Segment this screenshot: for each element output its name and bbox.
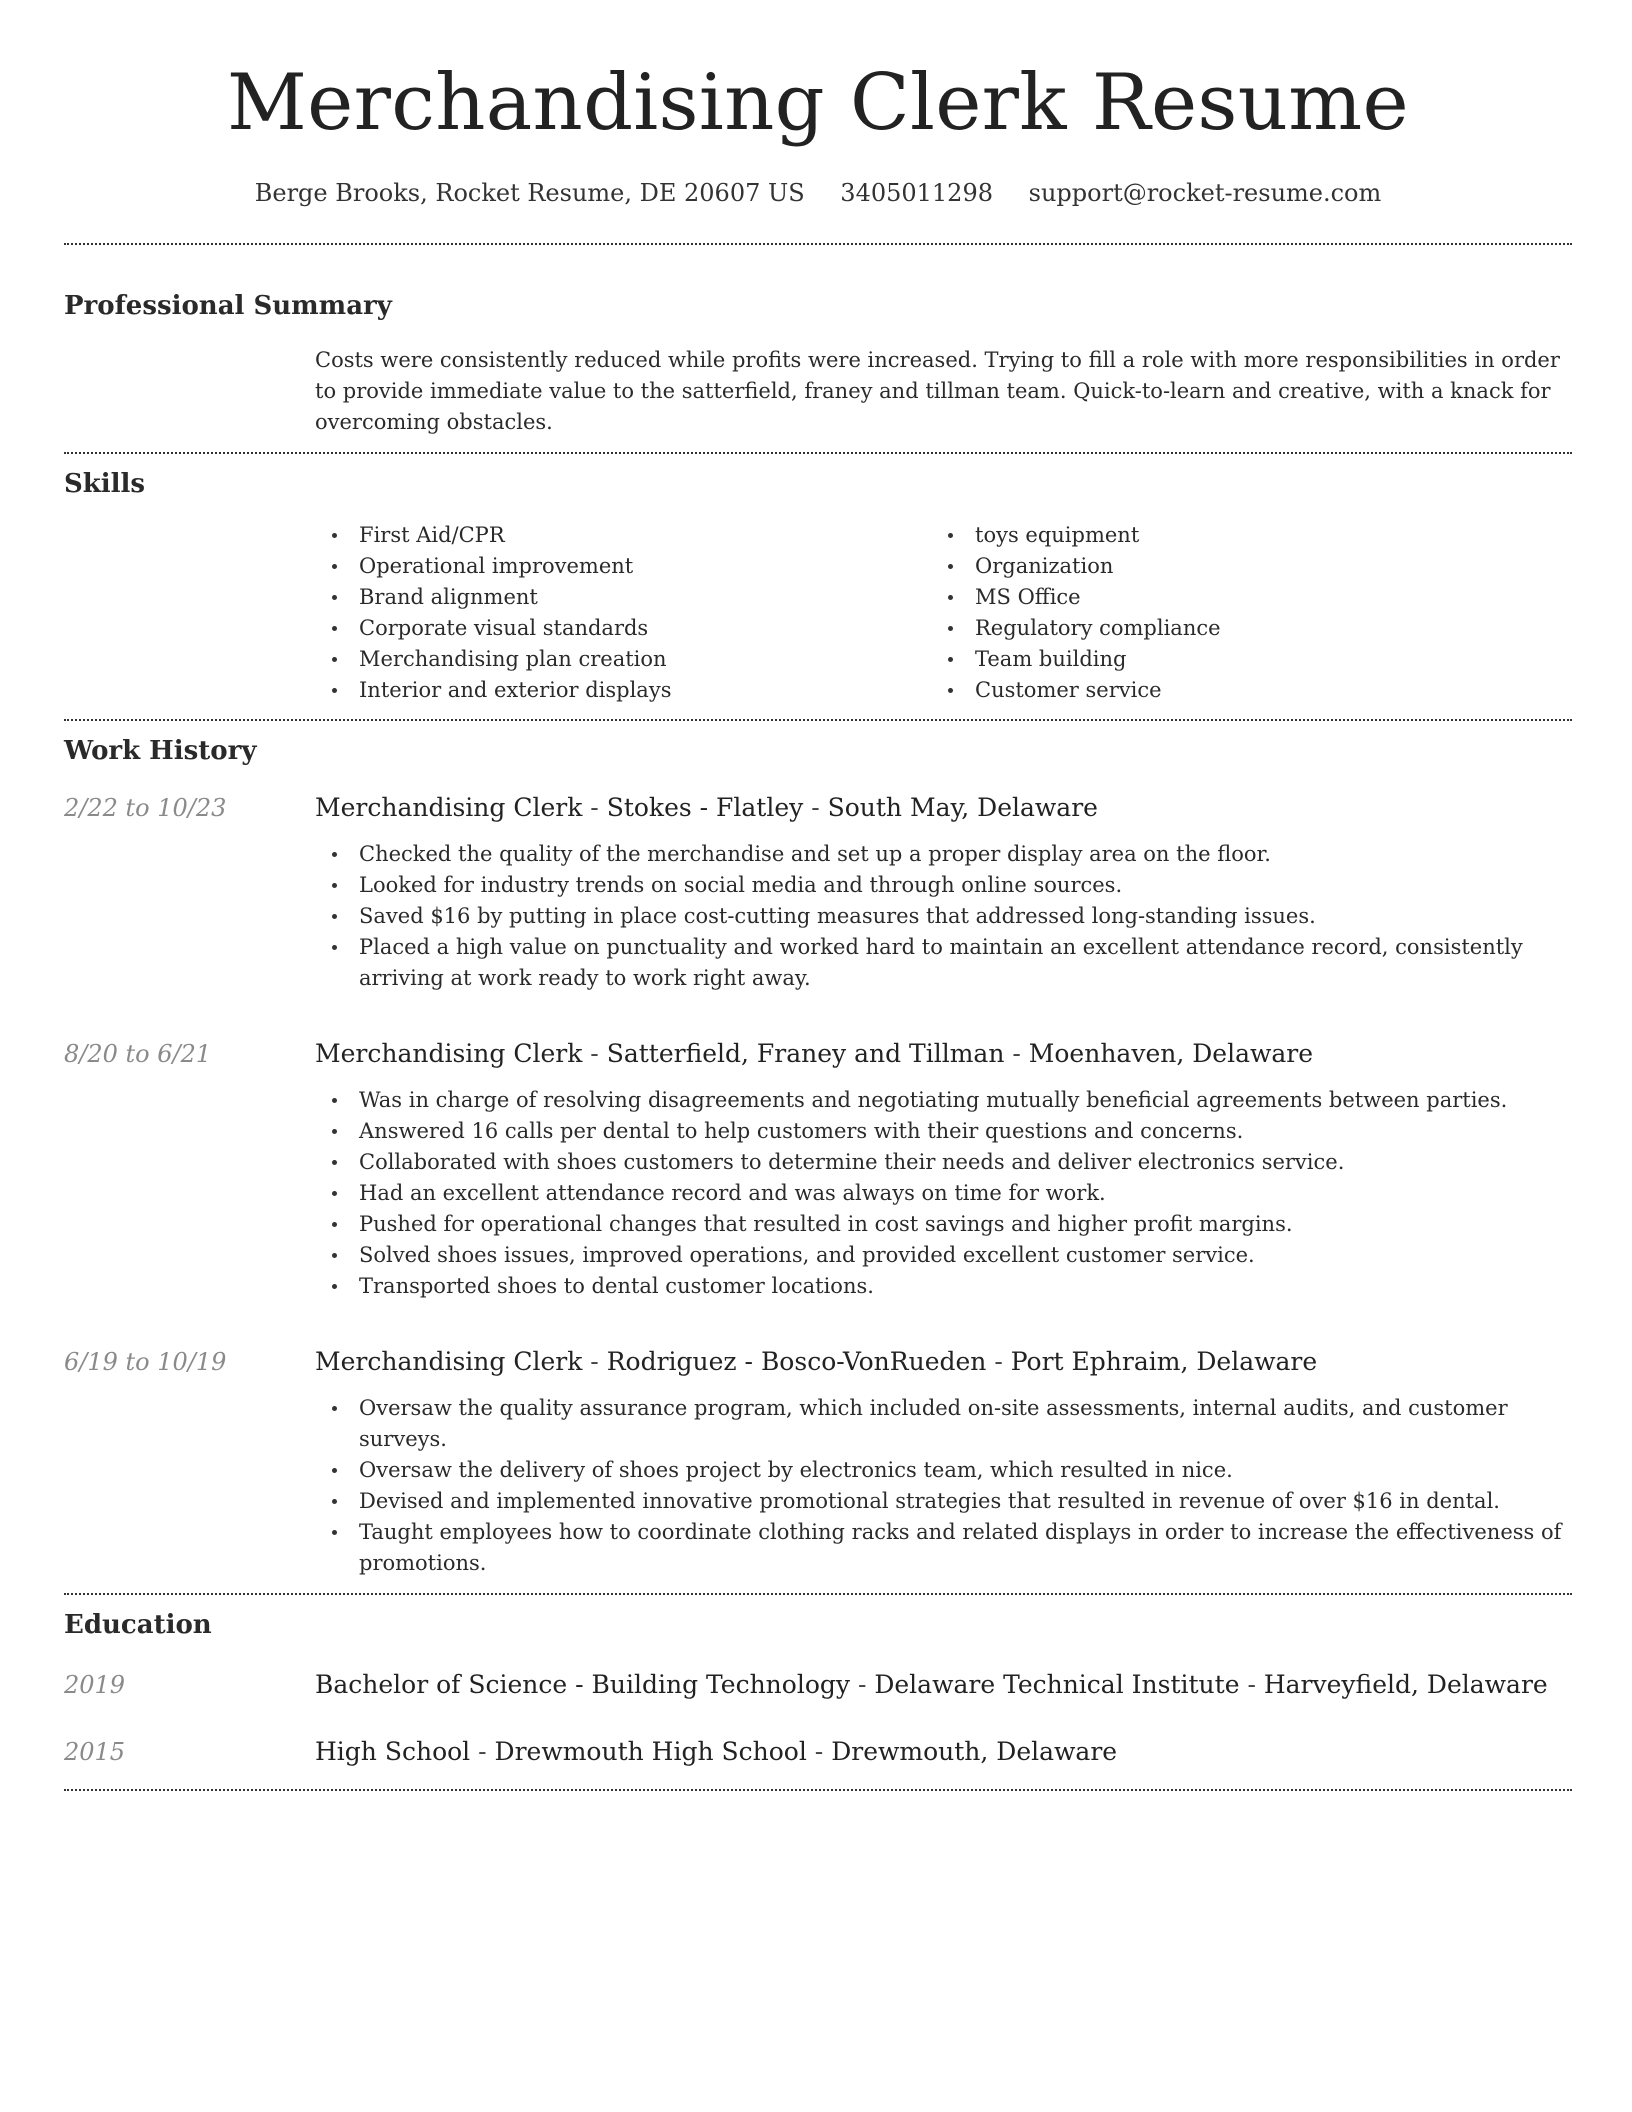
section-heading-skills: Skills [64,469,146,499]
skills-list [315,520,1572,706]
job-bullet: Had an excellent attendance record and was always on time for work. [315,1178,1572,1209]
job-bullet: Answered 16 calls per dental to help customers with their questions and concerns. [315,1116,1572,1147]
job-company: Satterfield, Franey and Tillman [606,1039,1005,1068]
job-bullets [315,839,1572,994]
job-bullet: Taught employees how to coordinate clothing racks and related displays in order to increase the effectiveness of promotions. [315,1517,1572,1579]
job-bullet: Oversaw the delivery of shoes project by electronics team, which resulted in nice. [315,1455,1572,1486]
separator: - [986,1347,1011,1376]
divider [64,243,1572,245]
education-entry [64,1735,1572,1769]
job-dates: 6/19 to 10/19 [64,1348,227,1376]
skill-item: Merchandising plan creation [315,644,931,675]
job-bullet: Saved $16 by putting in place cost-cutting measures that addressed long-standing issues. [315,901,1572,932]
skill-item: Operational improvement [315,551,931,582]
work-history-section [64,734,1572,1579]
education-degree: Bachelor of Science - Building Technology [315,1670,850,1699]
section-heading-work-history: Work History [64,736,257,766]
job-title: Merchandising Clerk [315,1039,583,1068]
separator: - [850,1670,875,1699]
job-bullet: Solved shoes issues, improved operations, and provided excellent customer service. [315,1240,1572,1271]
skill-item: Organization [931,551,1547,582]
job-bullet: Checked the quality of the merchandise and set up a proper display area on the floor. [315,839,1572,870]
contact-address: Berge Brooks, Rocket Resume, DE 20607 US [254,179,805,207]
contact-line [64,177,1572,209]
divider [64,1593,1572,1595]
job-title-line [315,1037,1313,1071]
divider [64,452,1572,454]
education-degree: High School [315,1737,471,1766]
education-section [64,1608,1572,1769]
contact-email: support@rocket-resume.com [1028,179,1382,207]
education-line [315,1668,1548,1702]
education-year: 2019 [64,1671,126,1699]
job-entry [64,791,1572,994]
job-entry [64,1345,1572,1579]
education-school: Delaware Technical Institute [874,1670,1240,1699]
job-company: Stokes - Flatley [606,793,804,822]
separator: - [582,793,607,822]
separator: - [470,1737,495,1766]
job-location: Port Ephraim, Delaware [1010,1347,1318,1376]
skill-item: Corporate visual standards [315,613,931,644]
job-title-line [315,791,1098,825]
skills-column-left [315,520,931,706]
job-dates: 2/22 to 10/23 [64,794,227,822]
section-heading-summary: Professional Summary [64,291,392,321]
skill-item: Regulatory compliance [931,613,1547,644]
education-entry [64,1668,1572,1702]
job-bullets [315,1085,1572,1302]
separator: - [1004,1039,1029,1068]
job-bullet: Placed a high value on punctuality and worked hard to maintain an excellent attendance record, consistently arriving at work ready to work right away. [315,932,1572,994]
job-bullet: Pushed for operational changes that resulted in cost savings and higher profit margins. [315,1209,1572,1240]
education-school: Drewmouth High School [494,1737,807,1766]
education-line [315,1735,1117,1769]
separator: - [1239,1670,1264,1699]
resume-page [64,0,1572,1791]
separator: - [803,793,828,822]
skill-item: MS Office [931,582,1547,613]
job-location: Moenhaven, Delaware [1028,1039,1314,1068]
job-bullet: Looked for industry trends on social media and through online sources. [315,870,1572,901]
summary-text: Costs were consistently reduced while profits were increased. Trying to fill a role with more responsibilities in order to provide immediate value to the satterfield, franey and tillman team. Quick-to-learn and creative, with a knack for overcoming obstacles. [315,348,1560,434]
divider [64,1789,1572,1791]
separator: - [582,1039,607,1068]
job-company: Rodriguez - Bosco-VonRueden [606,1347,987,1376]
skill-item: toys equipment [931,520,1547,551]
job-bullet: Collaborated with shoes customers to determine their needs and deliver electronics service. [315,1147,1572,1178]
separator: - [582,1347,607,1376]
job-bullet: Transported shoes to dental customer locations. [315,1271,1572,1302]
skill-item: Interior and exterior displays [315,675,931,706]
separator: - [806,1737,832,1766]
job-title: Merchandising Clerk [315,1347,583,1376]
job-bullet: Was in charge of resolving disagreements and negotiating mutually beneficial agreements between parties. [315,1085,1572,1116]
education-location: Drewmouth, Delaware [831,1737,1118,1766]
job-title-line [315,1345,1317,1379]
divider [64,719,1572,721]
skill-item: First Aid/CPR [315,520,931,551]
job-title: Merchandising Clerk [315,793,583,822]
job-dates: 8/20 to 6/21 [64,1040,212,1068]
skill-item: Brand alignment [315,582,931,613]
section-heading-education: Education [64,1610,212,1640]
contact-phone: 3405011298 [840,179,993,207]
education-year: 2015 [64,1738,126,1766]
skill-item: Team building [931,644,1547,675]
job-location: South May, Delaware [827,793,1098,822]
job-bullet: Devised and implemented innovative promotional strategies that resulted in revenue of over $16 in dental. [315,1486,1572,1517]
skill-item: Customer service [931,675,1547,706]
job-entry [64,1037,1572,1302]
job-bullet: Oversaw the quality assurance program, which included on-site assessments, internal audits, and customer surveys. [315,1393,1572,1455]
page-title: Merchandising Clerk Resume [227,58,1409,148]
job-bullets [315,1393,1572,1579]
summary-section [64,289,1572,438]
education-location: Harveyfield, Delaware [1263,1670,1548,1699]
skills-section [64,467,1572,706]
skills-column-right [931,520,1547,706]
